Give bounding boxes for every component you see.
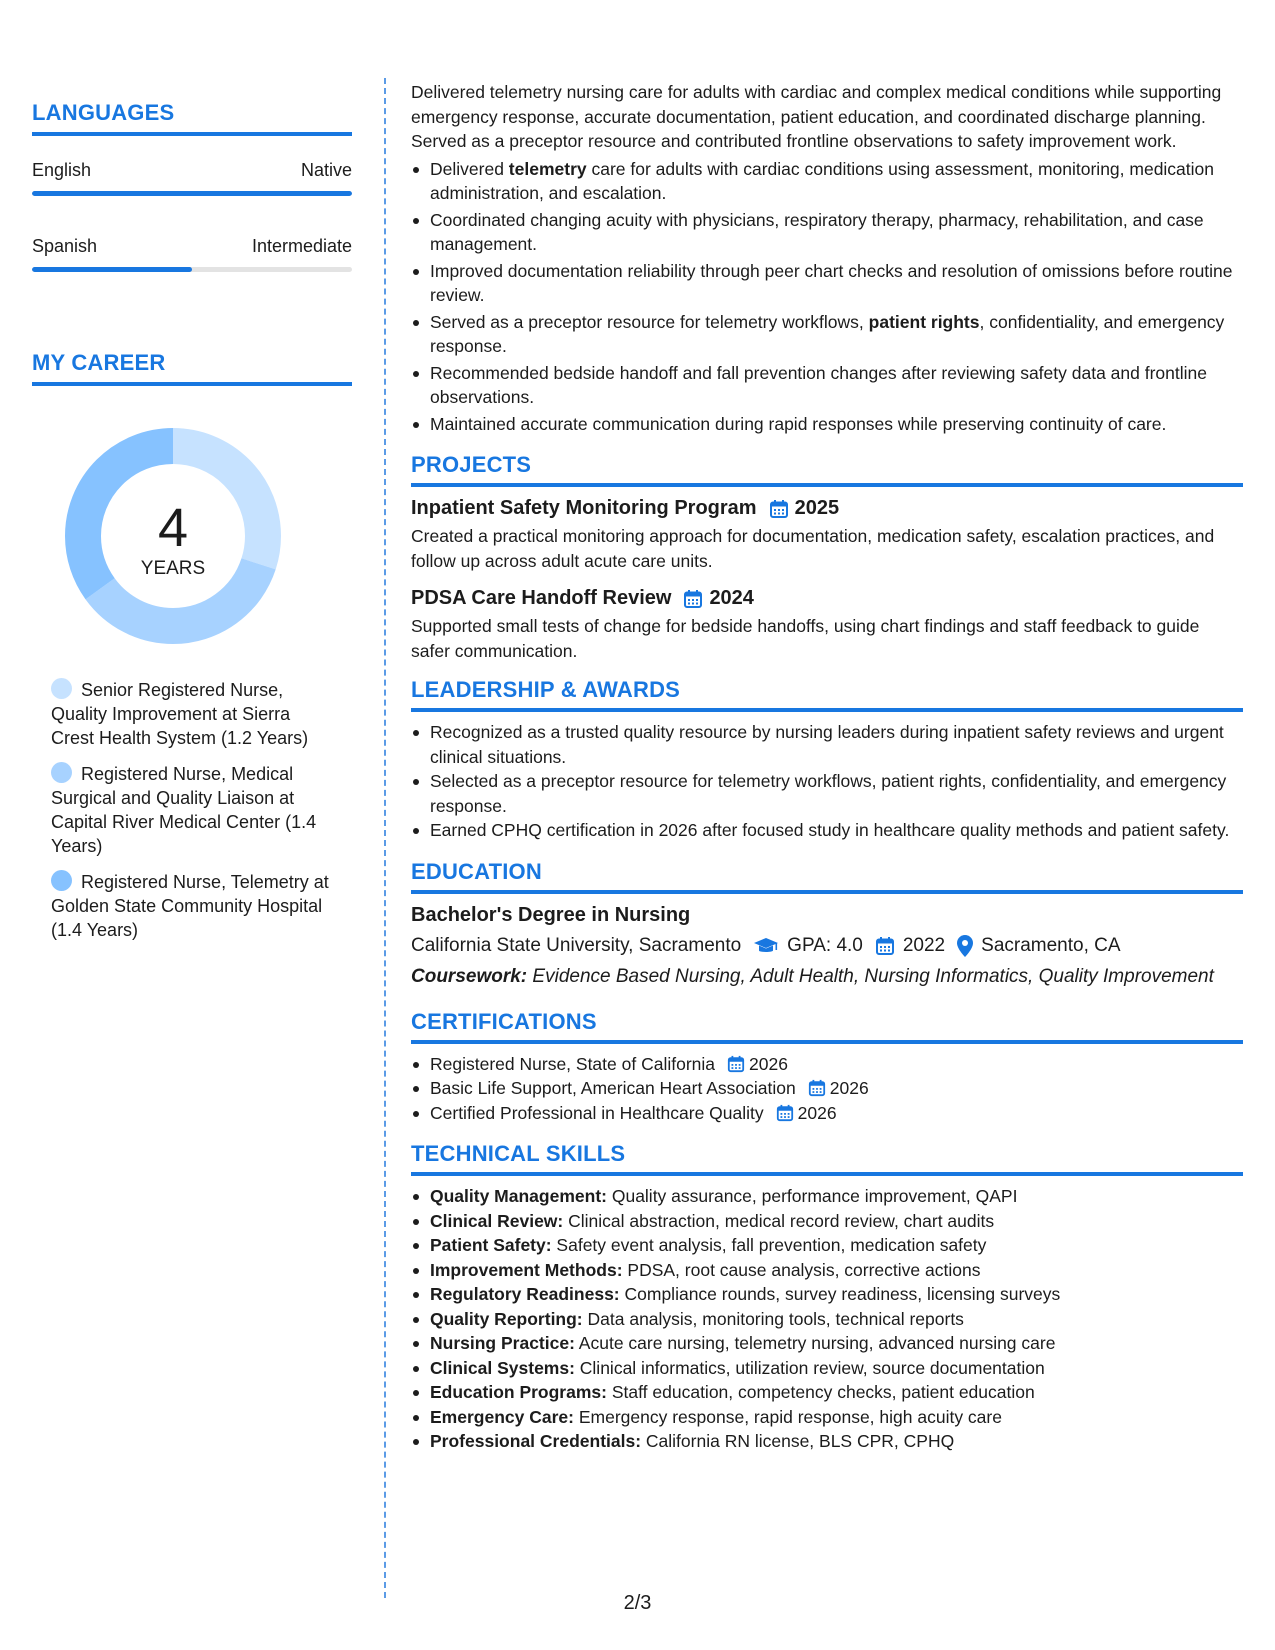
skills-list bbox=[411, 1184, 1243, 1454]
language-name: Spanish bbox=[32, 236, 98, 256]
language-proficiency-fill bbox=[32, 191, 352, 196]
calendar-icon bbox=[808, 1079, 826, 1097]
legend-label: Registered Nurse, Medical Surgical and Quality Liaison at Capital River Medical Center (1.4 Years) bbox=[51, 764, 317, 856]
career-donut-chart bbox=[65, 428, 281, 644]
main-content bbox=[411, 80, 1243, 1454]
project-title: Inpatient Safety Monitoring Program bbox=[411, 497, 757, 519]
career-legend-item bbox=[51, 870, 332, 942]
experience-bullets bbox=[411, 157, 1243, 437]
calendar-icon bbox=[683, 589, 703, 609]
education-details bbox=[411, 935, 1243, 957]
list-item: Served as a preceptor resource for telemetry workflows, patient rights, confidentiality, and emergency response. bbox=[411, 310, 1243, 359]
skills-heading: TECHNICAL SKILLS bbox=[411, 1141, 1243, 1176]
education-degree: Bachelor's Degree in Nursing bbox=[411, 903, 691, 926]
education-school: California State University, Sacramento bbox=[411, 934, 742, 956]
language-level: Intermediate bbox=[251, 236, 352, 256]
calendar-icon bbox=[769, 499, 789, 519]
language-item-spanish bbox=[32, 236, 352, 272]
list-item: Delivered telemetry care for adults with cardiac conditions using assessment, monitoring, medication administration, and escalation. bbox=[411, 157, 1243, 206]
coursework-label: Coursework: bbox=[411, 965, 528, 987]
sidebar bbox=[32, 100, 352, 954]
career-heading: MY CAREER bbox=[32, 350, 352, 386]
languages-heading: LANGUAGES bbox=[32, 100, 352, 136]
list-item: Basic Life Support, American Heart Association 2026 bbox=[411, 1076, 1243, 1101]
list-item: Education Programs: Staff education, competency checks, patient education bbox=[411, 1380, 1243, 1405]
list-item: Quality Reporting: Data analysis, monitoring tools, technical reports bbox=[411, 1307, 1243, 1332]
project-description: Created a practical monitoring approach for documentation, medication safety, escalation practices, and follow up across adult acute care units. bbox=[411, 526, 1215, 571]
certifications-list bbox=[411, 1052, 1243, 1126]
list-item: Recognized as a trusted quality resource by nursing leaders during inpatient safety reviews and urgent clinical situations. bbox=[411, 720, 1243, 769]
coursework-list: Evidence Based Nursing, Adult Health, Nursing Informatics, Quality Improvement bbox=[527, 965, 1214, 987]
list-item: Nursing Practice: Acute care nursing, telemetry nursing, advanced nursing care bbox=[411, 1331, 1243, 1356]
list-item: Selected as a preceptor resource for telemetry workflows, patient rights, confidentiality, and emergency response. bbox=[411, 769, 1243, 818]
list-item: Quality Management: Quality assurance, performance improvement, QAPI bbox=[411, 1184, 1243, 1209]
list-item: Recommended bedside handoff and fall prevention changes after reviewing safety data and frontline observations. bbox=[411, 361, 1243, 410]
project-title-row bbox=[411, 587, 1243, 610]
list-item: Earned CPHQ certification in 2026 after focused study in healthcare quality methods and patient safety. bbox=[411, 818, 1243, 843]
list-item: Registered Nurse, State of California 2026 bbox=[411, 1052, 1243, 1077]
list-item: Maintained accurate communication during rapid responses while preserving continuity of care. bbox=[411, 412, 1243, 437]
language-name: English bbox=[32, 160, 92, 180]
career-total-years: 4 bbox=[157, 498, 189, 558]
project-description: Supported small tests of change for bedside handoffs, using chart findings and staff feedback to guide safer communication. bbox=[411, 616, 1200, 661]
project-year: 2024 bbox=[709, 587, 754, 609]
column-divider bbox=[384, 78, 386, 1598]
list-item: Improvement Methods: PDSA, root cause analysis, corrective actions bbox=[411, 1258, 1243, 1283]
list-item: Coordinated changing acuity with physicians, respiratory therapy, pharmacy, rehabilitation, and case management. bbox=[411, 208, 1243, 257]
career-legend-item bbox=[51, 678, 332, 750]
list-item: Emergency Care: Emergency response, rapid response, high acuity care bbox=[411, 1405, 1243, 1430]
project-title-row bbox=[411, 497, 1243, 520]
education-location: Sacramento, CA bbox=[981, 934, 1121, 956]
list-item: Clinical Systems: Clinical informatics, utilization review, source documentation bbox=[411, 1356, 1243, 1381]
calendar-icon bbox=[875, 936, 895, 956]
education-year: 2022 bbox=[902, 934, 946, 956]
project-year: 2025 bbox=[794, 497, 840, 519]
list-item: Clinical Review: Clinical abstraction, medical record review, chart audits bbox=[411, 1209, 1243, 1234]
career-legend-item bbox=[51, 762, 332, 858]
legend-dot bbox=[51, 870, 72, 891]
legend-label: Senior Registered Nurse, Quality Improvement at Sierra Crest Health System (1.2 Years) bbox=[51, 680, 309, 748]
legend-dot bbox=[51, 678, 72, 699]
career-legend bbox=[32, 678, 332, 942]
graduation-cap-icon bbox=[753, 936, 779, 956]
list-item: Regulatory Readiness: Compliance rounds, survey readiness, licensing surveys bbox=[411, 1282, 1243, 1307]
language-proficiency-bar bbox=[32, 191, 352, 196]
page-number: 2/3 bbox=[623, 1592, 652, 1614]
list-item: Professional Credentials: California RN license, BLS CPR, CPHQ bbox=[411, 1429, 1243, 1454]
list-item: Certified Professional in Healthcare Quality 2026 bbox=[411, 1101, 1243, 1126]
calendar-icon bbox=[776, 1104, 794, 1122]
calendar-icon bbox=[727, 1055, 745, 1073]
career-total-unit: YEARS bbox=[140, 558, 206, 579]
language-proficiency-fill bbox=[32, 267, 192, 272]
list-item: Improved documentation reliability through peer chart checks and resolution of omissions before routine review. bbox=[411, 259, 1243, 308]
list-item: Patient Safety: Safety event analysis, fall prevention, medication safety bbox=[411, 1233, 1243, 1258]
legend-dot bbox=[51, 762, 72, 783]
legend-label: Registered Nurse, Telemetry at Golden State Community Hospital (1.4 Years) bbox=[51, 872, 329, 940]
certifications-heading: CERTIFICATIONS bbox=[411, 1009, 1243, 1044]
location-pin-icon bbox=[957, 935, 973, 957]
language-proficiency-bar bbox=[32, 267, 352, 272]
projects-heading: PROJECTS bbox=[411, 452, 1243, 487]
experience-summary: Delivered telemetry nursing care for adults with cardiac and complex medical conditions while supporting emergency response, accurate documentation, patient education, and coordinated discharge planning. Served as a preceptor resource and contributed frontline observations to safety improvement work. bbox=[411, 82, 1222, 151]
education-gpa: GPA: 4.0 bbox=[787, 934, 863, 956]
education-heading: EDUCATION bbox=[411, 859, 1243, 894]
language-level: Native bbox=[300, 160, 352, 180]
project-title: PDSA Care Handoff Review bbox=[411, 587, 672, 609]
leadership-list bbox=[411, 720, 1243, 843]
language-item-english bbox=[32, 160, 352, 196]
education-coursework bbox=[411, 965, 1243, 989]
leadership-heading: LEADERSHIP & AWARDS bbox=[411, 677, 1243, 712]
